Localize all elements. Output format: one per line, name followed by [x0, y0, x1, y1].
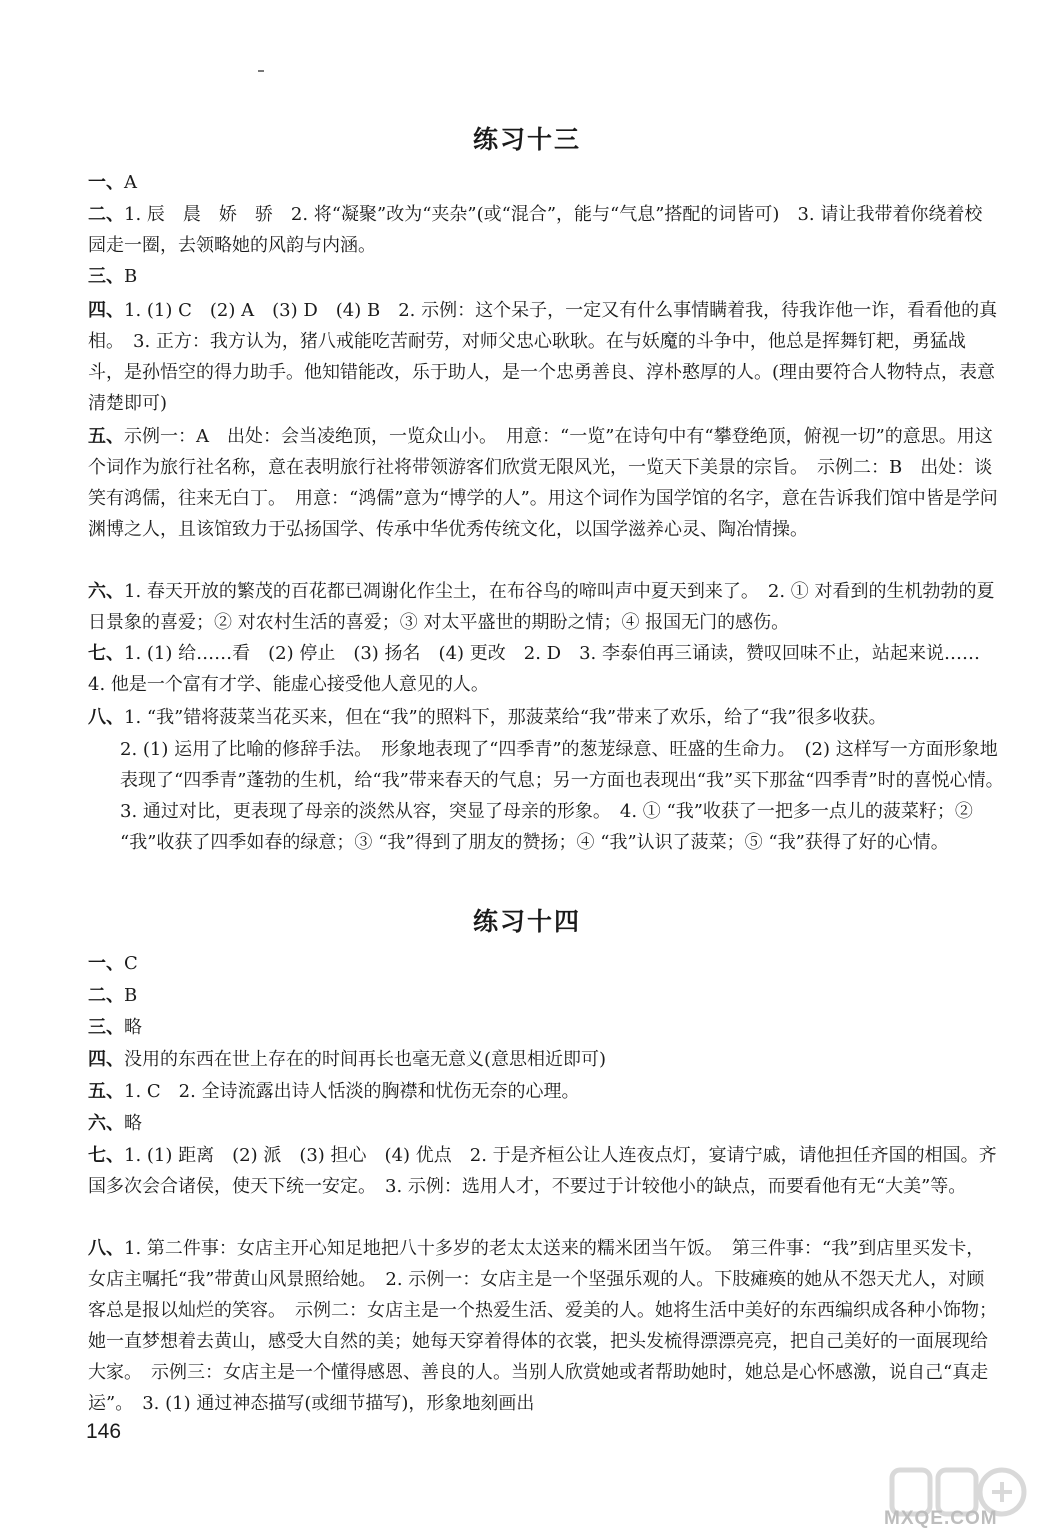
answer-item: 一、C [88, 953, 138, 974]
answer-item: 四、没用的东西在世上存在的时间再长也毫无意义(意思相近即可) [88, 1049, 607, 1070]
answer-item: 五、1. C 2. 全诗流露出诗人恬淡的胸襟和忧伤无奈的心理。 [88, 1081, 580, 1102]
answer-item: 七、1. (1) 距离 (2) 派 (3) 担心 (4) 优点 2. 于是齐桓公让人连夜点灯，宴请宁戚，请他担任齐国的相国。齐国多次会合诸侯，使天下统一安定。 3. 示例：选用人才，不要过于计较他小的缺点，而要看他有无“大美”等。 [88, 1145, 997, 1197]
answer-item: 五、示例一：A 出处：会当凌绝顶，一览众山小。 用意：“一览”在诗句中有“攀登绝顶，俯视一切”的意思。用这个词作为旅行社名称，意在表明旅行社将带领游客们欣赏无限风光，一览天下美景的宗旨。 示例二：B 出处：谈笑有鸿儒，往来无白丁。 用意：“鸿儒”意为“博学的人”。用这个词作为国学馆的名字，意在告诉我们馆中皆是学问渊博之人，且该馆致力于弘扬国学、传承中华优秀传统文化，以国学滋养心灵、陶冶情操。 [88, 426, 998, 540]
answer-item: 八、1. 第二件事：女店主开心知足地把八十多岁的老太太送来的糯米团当午饭。 第三件事：“我”到店里买发卡，女店主嘱托“我”带黄山风景照给她。 2. 示例一：女店主是一个坚强乐观的人。下肢瘫痪的她从不怨天尤人，对顾客总是报以灿烂的笑容。 示例二：女店主是一个热爱生活、爱美的人。她将生活中美好的东西编织成各种小饰物；她一直梦想着去黄山，感受大自然的美；她每天穿着得体的衣裳，把头发梳得漂漂亮亮，把自己美好的一面展现给大家。 示例三：女店主是一个懂得感恩、善良的人。当别人欣赏她或者帮助她时，她总是心怀感激，说自己“真走运”。 3. (1) 通过神态描写(或细节描写)，形象地刻画出 [88, 1238, 997, 1414]
answer-item: 四、1. (1) C (2) A (3) D (4) B 2. 示例：这个呆子，一定又有什么事情瞒着我，待我诈他一诈，看看他的真相。 3. 正方：我方认为，猪八戒能吃苦耐劳，对师父忠心耿耿。在与妖魔的斗争中，他总是挥舞钉耙，勇猛战斗，是孙悟空的得力助手。他知错能改，乐于助人，是一个忠勇善良、淳朴憨厚的人。(理由要符合人物特点，表意清楚即可) [88, 300, 998, 414]
answer-item: 三、略 [88, 1017, 142, 1038]
answer-item: 2. (1) 运用了比喻的修辞手法。 形象地表现了“四季青”的葱茏绿意、旺盛的生命力。 (2) 这样写一方面形象地表现了“四季青”蓬勃的生机，给“我”带来春天的气息；另一方面也表现出“我”买下那盆“四季青”时的喜悦心情。 3. 通过对比，更表现了母亲的淡然从容，突显了母亲的形象。 4. ① “我”收获了一把多一点儿的菠菜籽；② “我”收获了四季如春的绿意；③ “我”得到了朋友的赞扬；④ “我”认识了菠菜；⑤ “我”获得了好的心情。 [120, 739, 1013, 853]
answer-item: 三、B [88, 266, 138, 287]
section-title: 练习十四 [472, 907, 581, 936]
answer-item: 七、1. (1) 给……看 (2) 停止 (3) 扬名 (4) 更改 2. D 3. 李泰伯再三诵读，赞叹回味不止，站起来说…… 4. 他是一个富有才学、能虚心接受他人意见的人。 [88, 643, 998, 695]
scan-mark [258, 70, 264, 72]
section-title: 练习十三 [472, 125, 581, 154]
answer-item: 八、1. “我”错将菠菜当花买来，但在“我”的照料下，那菠菜给“我”带来了欢乐，给了“我”很多收获。 [88, 707, 887, 728]
answer-item: 六、1. 春天开放的繁茂的百花都已凋谢化作尘土，在布谷鸟的啼叫声中夏天到来了。 2. ① 对看到的生机勃勃的夏日景象的喜爱；② 对农村生活的喜爱；③ 对太平盛世的期盼之情；④ 报国无门的感伤。 [88, 581, 995, 633]
page-number: 146 [86, 1420, 122, 1443]
answer-item: 二、B [88, 985, 138, 1006]
watermark-text: MXQE.COM [884, 1508, 998, 1529]
answer-item: 一、A [88, 172, 137, 193]
answer-item: 二、1. 辰 晨 娇 骄 2. 将“凝聚”改为“夹杂”(或“混合”，能与“气息”搭配的词皆可) 3. 请让我带着你绕着校园走一圈，去领略她的风韵与内涵。 [88, 204, 983, 256]
answer-item: 六、略 [88, 1113, 142, 1134]
